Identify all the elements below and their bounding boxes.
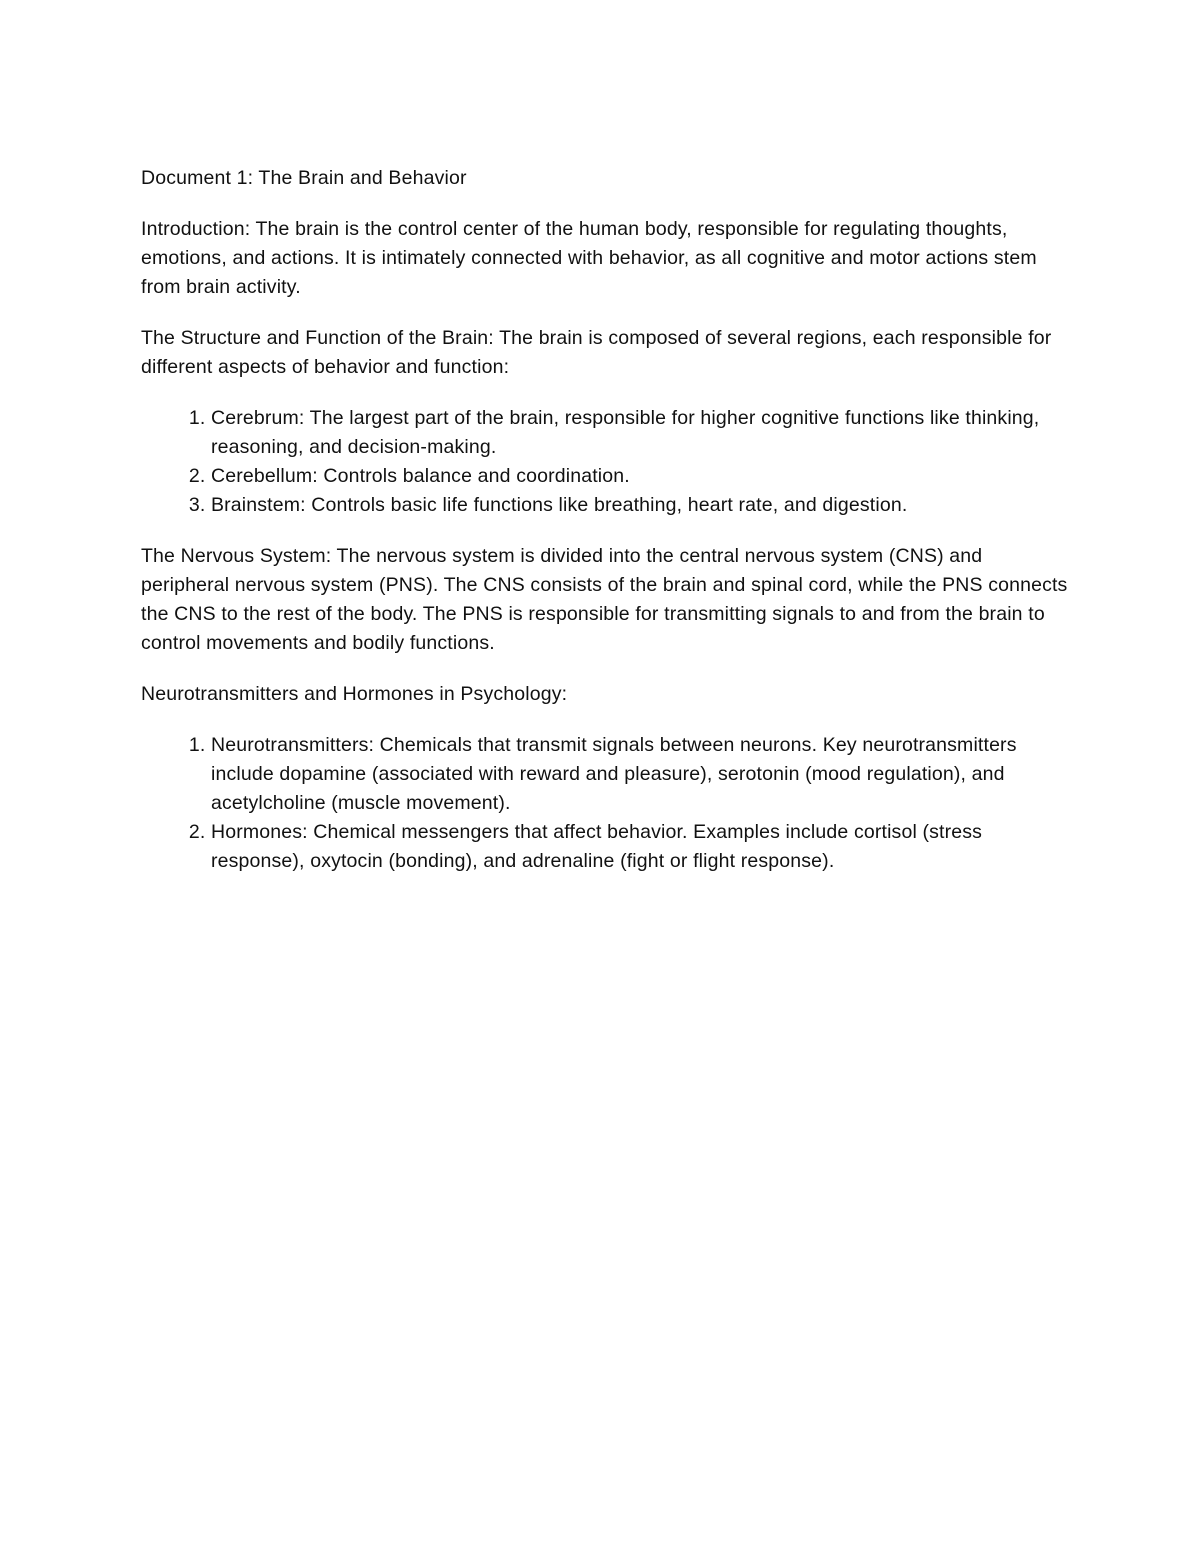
intro-paragraph: Introduction: The brain is the control center of the human body, responsible for regulating thoughts, emotions, and actions. It is intimately connected with behavior, as all cognitive and motor actions stem from brain activity. [141, 218, 1037, 298]
list-item: 2. Cerebellum: Controls balance and coordination. [211, 462, 1071, 491]
brain-regions-list [141, 404, 1071, 520]
nervous-system-paragraph: The Nervous System: The nervous system is divided into the central nervous system (CNS) and peripheral nervous system (PNS). The CNS consists of the brain and spinal cord, while the PNS connects the CNS to the rest of the body. The PNS is responsible for transmitting signals to and from the brain to control movements and bodily functions. [141, 545, 1068, 654]
list-item: 2. Hormones: Chemical messengers that affect behavior. Examples include cortisol (stress response), oxytocin (bonding), and adrenaline (fight or flight response). [211, 818, 1071, 876]
structure-paragraph: The Structure and Function of the Brain: The brain is composed of several regions, each responsible for different aspects of behavior and function: [141, 327, 1052, 378]
chemicals-list [141, 731, 1071, 876]
list-item: 1. Cerebrum: The largest part of the brain, responsible for higher cognitive functions like thinking, reasoning, and decision-making. [211, 404, 1071, 462]
list-item: 1. Neurotransmitters: Chemicals that transmit signals between neurons. Key neurotransmitters include dopamine (associated with reward and pleasure), serotonin (mood regulation), and acetylcholine (muscle movement). [211, 731, 1071, 818]
list-item: 3. Brainstem: Controls basic life functions like breathing, heart rate, and digestion. [211, 491, 1071, 520]
document-title: Document 1: The Brain and Behavior [141, 167, 467, 189]
chemicals-heading: Neurotransmitters and Hormones in Psychology: [141, 683, 568, 705]
document-body [141, 164, 1071, 898]
